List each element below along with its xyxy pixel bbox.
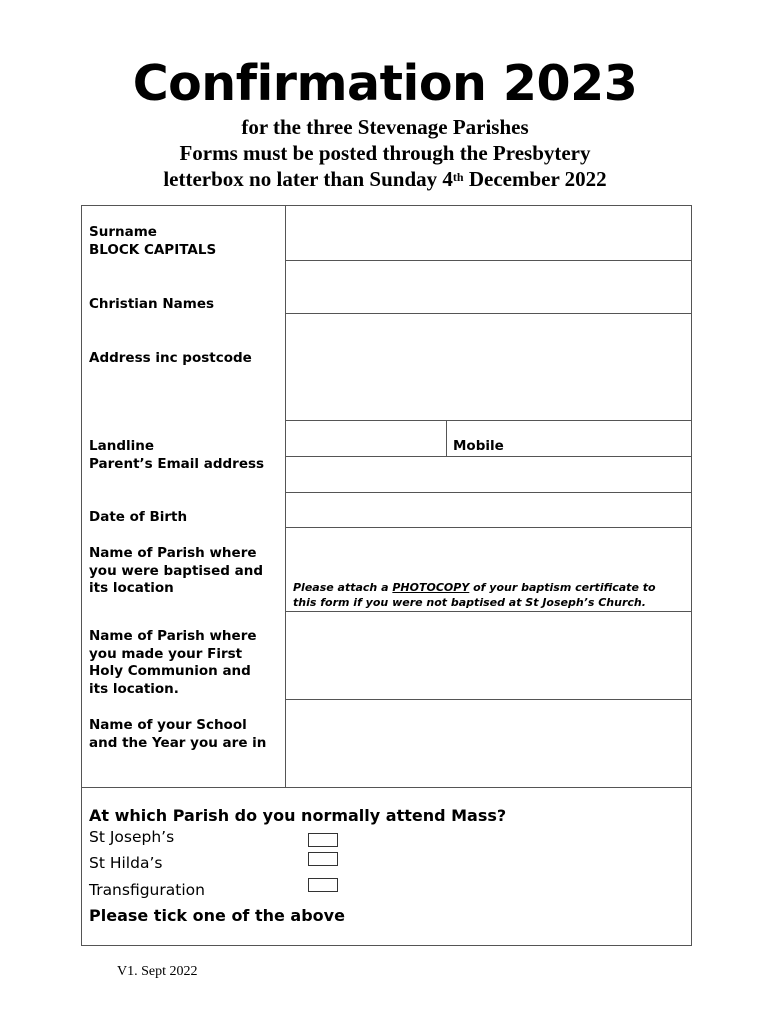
note-text: this form if you were not baptised at St Joseph’s Church.	[293, 596, 646, 609]
baptism-parish-field[interactable]	[286, 528, 692, 578]
note-emphasis: PHOTOCOPY	[392, 581, 470, 594]
option-st-hildas-label: St Hilda’s	[89, 854, 163, 872]
mass-question: At which Parish do you normally attend Mass?	[89, 806, 507, 825]
transfiguration-checkbox[interactable]	[308, 878, 338, 892]
christian-names-field[interactable]	[286, 261, 692, 313]
phone-divider	[446, 420, 447, 456]
option-transfiguration-label: Transfiguration	[89, 881, 205, 899]
communion-parish-label: Name of Parish where you made your First Holy Communion and its location.	[89, 628, 257, 697]
school-field[interactable]	[286, 700, 692, 787]
version-footer: V1. Sept 2022	[117, 964, 198, 979]
st-josephs-checkbox[interactable]	[308, 833, 338, 847]
note-text: Please attach a	[293, 581, 393, 594]
date-of-birth-field[interactable]	[286, 493, 692, 527]
landline-label: Landline	[89, 438, 155, 454]
section-rule	[82, 787, 692, 788]
baptism-parish-label: Name of Parish where you were baptised and its location	[89, 545, 263, 596]
date-of-birth-label: Date of Birth	[89, 509, 188, 525]
subtitle-parishes: for the three Stevenage Parishes	[241, 115, 529, 139]
subtitle-deadline	[0, 166, 770, 192]
landline-field[interactable]	[286, 421, 446, 456]
baptism-certificate-note	[293, 580, 656, 610]
tick-instruction: Please tick one of the above	[89, 906, 345, 925]
address-field[interactable]	[286, 314, 692, 420]
option-st-josephs-label: St Joseph’s	[89, 828, 175, 846]
note-text: of your baptism certificate to	[469, 581, 656, 594]
school-label: Name of your School and the Year you are in	[89, 717, 267, 751]
communion-parish-field[interactable]	[286, 612, 692, 699]
email-field[interactable]	[286, 457, 692, 492]
mobile-field[interactable]	[522, 421, 692, 456]
confirmation-form	[81, 205, 692, 946]
mobile-label: Mobile	[453, 438, 504, 454]
address-label: Address inc postcode	[89, 350, 252, 366]
surname-label: Surname BLOCK CAPITALS	[89, 224, 217, 258]
st-hildas-checkbox[interactable]	[308, 852, 338, 866]
email-label: Parent’s Email address	[89, 456, 265, 472]
subtitle-posting-instruction: Forms must be posted through the Presbytery	[179, 141, 591, 165]
page-title: Confirmation 2023	[132, 55, 638, 112]
christian-names-label: Christian Names	[89, 296, 215, 312]
surname-field[interactable]	[286, 207, 692, 260]
deadline-month-year: December 2022	[463, 167, 607, 191]
deadline-ordinal: th	[452, 170, 464, 184]
deadline-text: letterbox no later than Sunday 4	[163, 167, 453, 191]
